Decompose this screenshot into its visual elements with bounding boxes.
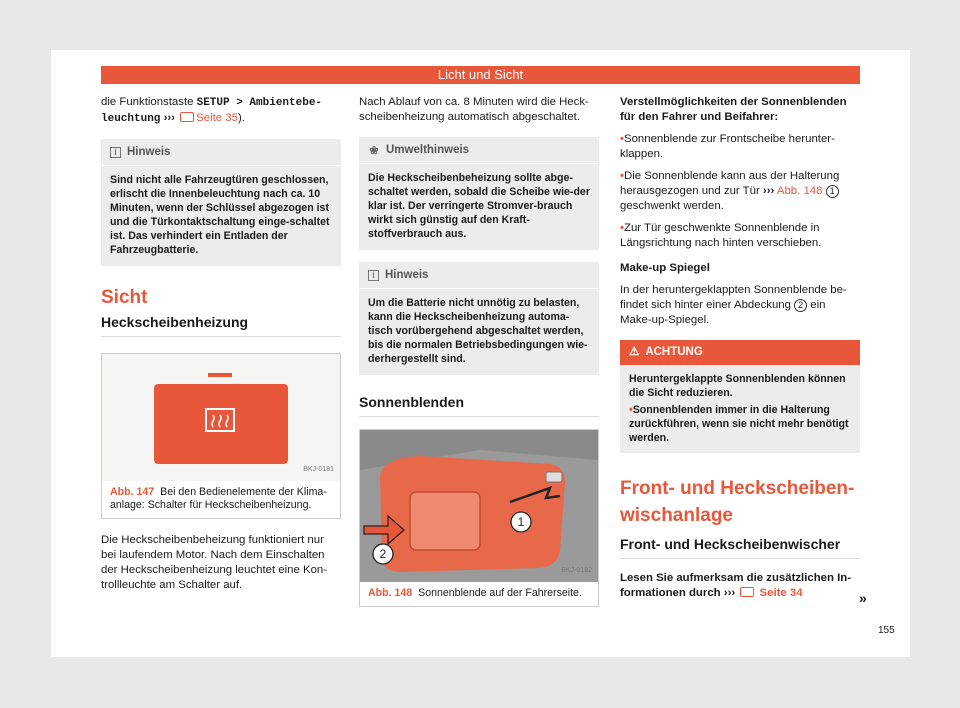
note-body: Um die Batterie nicht unnötig zu belasten, kann die Heckscheibenheizung automa-tisch vorübergehend abgeschaltet werden, bis die normalen Betriebsbedingungen wie-derhergestellt sind. — [368, 297, 588, 365]
info-icon: i — [110, 147, 121, 158]
page-number: 155 — [878, 625, 895, 636]
environment-icon: ❀ — [369, 144, 379, 157]
visor-adjust-heading: Verstellmöglichkeiten der Sonnenblenden für den Fahrer und Beifahrer: — [620, 96, 847, 123]
figure-148 — [359, 429, 599, 607]
bullet-item: • Die Sonnenblende kann aus der Halterung herausgezogen und zur Tür ››› Abb. 148 1 geschwenkt werden. — [620, 169, 860, 214]
info-icon: i — [368, 270, 379, 281]
closing-paragraph: Lesen Sie aufmerksam die zusätzlichen In-formationen durch ››› Seite 34 — [620, 572, 852, 599]
figure-reference-link[interactable]: Abb. 148 — [776, 185, 823, 197]
column-2 — [359, 95, 599, 607]
sun-visor-illustration — [360, 430, 598, 582]
bullet-item: • Sonnenblende zur Frontscheibe herunter-klappen. — [620, 132, 860, 162]
warning-line: • Sonnenblenden immer in die Halterung zurückführen, wenn sie nicht mehr benötigt werden. — [629, 403, 851, 445]
page-reference-link[interactable]: Seite 34 — [759, 587, 803, 599]
subsection-title-heckscheibenheizung: Heckscheibenheizung — [101, 315, 341, 337]
intro-paragraph: die Funktionstaste SETUP > Ambientebe-leuchtung ››› Seite 35). — [101, 96, 323, 125]
callout-1: 1 — [517, 515, 525, 529]
callout-number: 1 — [826, 185, 839, 198]
warning-title: ACHTUNG — [645, 346, 703, 358]
bullet-item: • Zur Tür geschwenkte Sonnenblende in Längsrichtung nach hinten verschieben. — [620, 221, 860, 251]
callout-number: 2 — [794, 299, 807, 312]
book-icon — [740, 587, 754, 597]
subsection-title-wischer: Front- und Heckscheibenwischer — [620, 537, 860, 559]
column-1 — [101, 95, 341, 600]
note-body: Die Heckscheibenbeheizung sollte abge-schaltet werden, sobald die Scheibe wie-der klar ist. Der verringerte Stromver-brauch wirkt sich günstig auf den Kraft-stoffverbrauch aus. — [368, 172, 590, 240]
makeup-paragraph: In der heruntergeklappten Sonnenblende be-findet sich hinter einer Abdeckung 2 ein Make-up-Spiegel. — [620, 284, 847, 326]
figure-label: Abb. 147 — [110, 486, 155, 498]
hinweis-note-2 — [359, 262, 599, 375]
note-body: Sind nicht alle Fahrzeugtüren geschlossen, erlischt die Innenbeleuchtung nach ca. 10 Minuten, wenn der Schlüssel abgezogen ist und die Türkontaktschaltung einge-schaltet ist. Das verhindert ein Entladen der Fahrzeugbatterie. — [110, 174, 330, 256]
column-3 — [620, 95, 860, 608]
figure-147 — [101, 353, 341, 519]
warning-triangle-icon: ⚠ — [629, 346, 640, 358]
page-reference-link[interactable]: Seite 35 — [196, 112, 238, 124]
section-title-wischanlage: Front- und Heckscheiben-wischanlage — [620, 478, 855, 526]
section-title-sicht: Sicht — [101, 287, 148, 308]
figure-label: Abb. 148 — [368, 587, 413, 599]
heckscheibenheizung-paragraph: Die Heckscheibenbeheizung funktioniert nur bei laufendem Motor. Nach dem Einschalten der Heckscheibenheizung leuchtet eine Kon-trollleuchte am Schalter auf. — [101, 534, 328, 591]
makeup-heading: Make-up Spiegel — [620, 262, 710, 274]
achtung-warning — [620, 340, 860, 453]
continue-mark: » — [859, 590, 867, 606]
auto-off-paragraph: Nach Ablauf von ca. 8 Minuten wird die Heck-scheibenheizung automatisch abgeschaltet. — [359, 96, 589, 123]
hinweis-note-1 — [101, 139, 341, 266]
note-title: Umwelthinweis — [386, 144, 470, 156]
callout-2: 2 — [379, 547, 387, 561]
section-title-sonnenblenden: Sonnenblenden — [359, 395, 599, 417]
figure-code: BKJ-0182 — [561, 567, 592, 574]
note-title: Hinweis — [127, 146, 171, 158]
rear-defrost-switch-image — [102, 354, 340, 481]
figure-caption: Bei den Bedienelemente der Klima-anlage: Schalter für Heckscheibenheizung. — [110, 486, 327, 511]
sun-visor-image — [360, 430, 598, 582]
figure-caption: Sonnenblende auf der Fahrerseite. — [418, 587, 582, 599]
note-title: Hinweis — [385, 269, 429, 281]
umwelthinweis-note — [359, 137, 599, 250]
setup-key: SETUP > Ambientebe-leuchtung — [101, 97, 323, 125]
chapter-header: Licht und Sicht — [101, 66, 860, 84]
book-icon — [180, 112, 194, 122]
figure-code: BKJ-0181 — [303, 466, 334, 473]
warning-line: Heruntergeklappte Sonnenblenden können die Sicht reduzieren. — [629, 373, 846, 399]
